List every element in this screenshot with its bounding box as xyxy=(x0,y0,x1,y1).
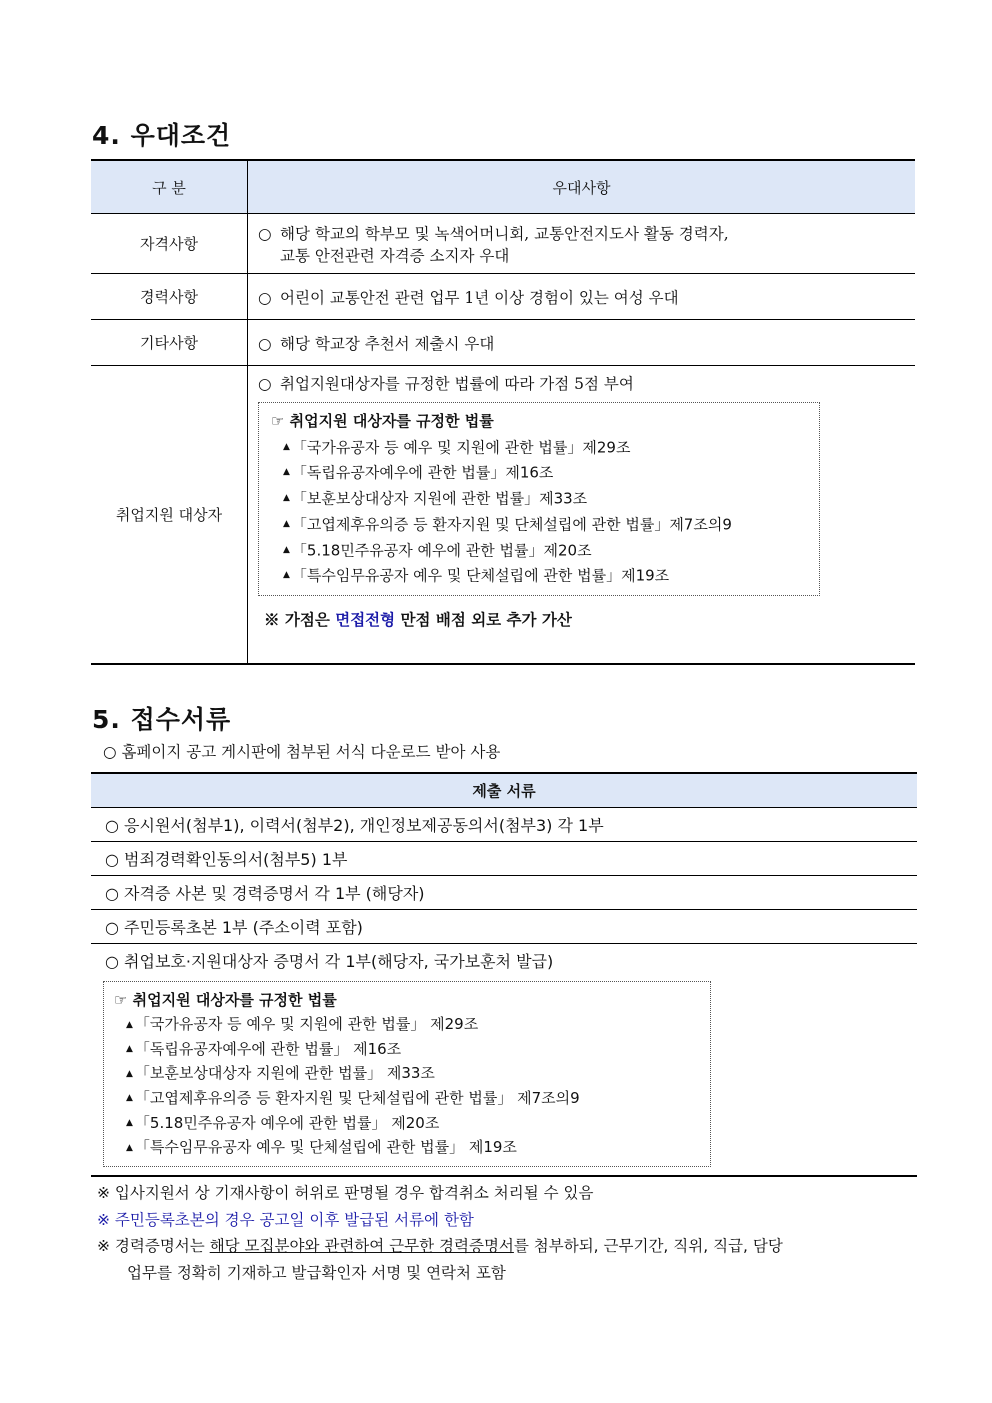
note-2: ※ 주민등록초본의 경우 공고일 이후 발급된 서류에 한함 xyxy=(97,1210,474,1229)
category-qualification: 자격사항 xyxy=(91,214,248,274)
bullet: ○ xyxy=(258,224,272,243)
triangle-icon: ▲ xyxy=(126,1019,133,1030)
bonus-note: ※ 가점은 면접전형 만점 배점 외로 추가 가산 xyxy=(264,610,572,629)
doc-item: ○ 주민등록초본 1부 (주소이력 포함) xyxy=(91,910,917,944)
law-item: ▲ 「5.18민주유공자 예우에 관한 법률」 제20조 xyxy=(126,1113,440,1132)
bullet: ○ xyxy=(258,375,272,393)
law-item: ▲ 「보훈보상대상자 지원에 관한 법률」 제33조 xyxy=(126,1064,435,1083)
note-3-underline: 해당 모집분야와 관련하여 근무한 경력증명서 xyxy=(209,1237,514,1255)
law-box-title: ☞ 취업지원 대상자를 규정한 법률 xyxy=(271,412,494,430)
category-employment: 취업지원 대상자 xyxy=(91,366,248,665)
triangle-icon: ▲ xyxy=(126,1044,133,1055)
law-item: ▲ 「독립유공자예우에 관한 법률」제16조 xyxy=(283,463,554,482)
docs-header-row xyxy=(91,773,917,808)
note-3: ※ 경력증명서는 해당 모집분야와 관련하여 근무한 경력증명서를 첨부하되, 근무기간, 직위, 직급, 담당 xyxy=(97,1237,783,1255)
triangle-icon: ▲ xyxy=(126,1117,133,1128)
law-item: ▲ 「국가유공자 등 예우 및 지원에 관한 법률」 제29조 xyxy=(126,1015,479,1034)
notes xyxy=(97,1180,917,1286)
triangle-icon: ▲ xyxy=(283,570,290,581)
triangle-icon: ▲ xyxy=(283,493,290,503)
section5-title: 5. 접수서류 xyxy=(92,705,232,734)
table-row xyxy=(91,977,917,1176)
law-box-cell xyxy=(91,977,917,1176)
other-text: 해당 학교장 추천서 제출시 우대 xyxy=(280,334,495,353)
table-row xyxy=(91,808,917,842)
table-row xyxy=(91,944,917,978)
table-row xyxy=(91,842,917,876)
law-item: ▲ 「특수임무유공자 예우 및 단체설립에 관한 법률」 제19조 xyxy=(126,1138,517,1157)
law-item: ▲ 「고엽제후유의증 등 환자지원 및 단체설립에 관한 법률」제7조의9 xyxy=(283,515,732,533)
note-highlight: 면접전형 xyxy=(335,610,396,629)
employment-text: 취업지원대상자를 규정한 법률에 따라 가점 5점 부여 xyxy=(280,375,634,393)
header-details: 우대사항 xyxy=(248,160,916,214)
details-qualification xyxy=(248,214,916,274)
law-box-title: ☞ 취업지원 대상자를 규정한 법률 xyxy=(114,991,337,1009)
triangle-icon: ▲ xyxy=(126,1068,133,1079)
row-experience xyxy=(91,274,915,320)
note-3-continued: 업무를 정확히 기재하고 발급확인자 서명 및 연락처 포함 xyxy=(127,1263,506,1282)
documents-table xyxy=(91,772,917,1177)
triangle-icon: ▲ xyxy=(283,467,290,478)
row-qualification xyxy=(91,214,915,274)
triangle-icon: ▲ xyxy=(283,518,290,529)
doc-item: ○ 자격증 사본 및 경력증명서 각 1부 (해당자) xyxy=(91,876,917,910)
preference-table xyxy=(91,159,915,665)
details-other xyxy=(248,320,916,366)
section5-intro: ○ 홈페이지 공고 게시판에 첨부된 서식 다운로드 받아 사용 xyxy=(103,743,501,761)
details-experience xyxy=(248,274,916,320)
note-1: ※ 입사지원서 상 기재사항이 허위로 판명될 경우 합격취소 처리될 수 있음 xyxy=(97,1184,594,1202)
qualification-line2: 교통 안전관련 자격증 소지자 우대 xyxy=(280,246,510,265)
bullet: ○ xyxy=(258,288,272,307)
table-row xyxy=(91,910,917,944)
table-header-row xyxy=(91,160,915,214)
details-employment xyxy=(248,366,916,665)
docs-header: 제출 서류 xyxy=(91,773,917,808)
law-item: ▲ 「고엽제후유의증 등 환자지원 및 단체설립에 관한 법률」 제7조의9 xyxy=(126,1088,580,1107)
law-item: ▲ 「특수임무유공자 예우 및 단체설립에 관한 법률」제19조 xyxy=(283,566,670,585)
category-experience: 경력사항 xyxy=(91,274,248,320)
doc-item: ○ 범죄경력확인동의서(첨부5) 1부 xyxy=(91,842,917,876)
doc-item: ○ 응시원서(첨부1), 이력서(첨부2), 개인정보제공동의서(첨부3) 각 1부 xyxy=(91,808,917,842)
table-row xyxy=(91,876,917,910)
law-item: ▲ 「독립유공자예우에 관한 법률」 제16조 xyxy=(126,1039,402,1058)
doc-item: ○ 취업보호·지원대상자 증명서 각 1부(해당자, 국가보훈처 발급) xyxy=(105,952,554,971)
category-other: 기타사항 xyxy=(91,320,248,366)
triangle-icon: ▲ xyxy=(283,441,290,452)
experience-text: 어린이 교통안전 관련 업무 1년 이상 경험이 있는 여성 우대 xyxy=(280,288,679,307)
header-category: 구 분 xyxy=(91,160,248,214)
law-box xyxy=(258,402,820,596)
qualification-line1: 해당 학교의 학부모 및 녹색어머니회, 교통안전지도사 활동 경력자, xyxy=(280,224,729,243)
triangle-icon: ▲ xyxy=(126,1093,133,1104)
row-employment xyxy=(91,366,915,665)
bullet: ○ xyxy=(258,334,272,353)
law-item: ▲ 「보훈보상대상자 지원에 관한 법률」제33조 xyxy=(283,489,588,508)
law-item: ▲ 「5.18민주유공자 예우에 관한 법률」제20조 xyxy=(283,540,592,559)
triangle-icon: ▲ xyxy=(126,1142,133,1153)
law-item: ▲ 「국가유공자 등 예우 및 지원에 관한 법률」제29조 xyxy=(283,437,631,456)
triangle-icon: ▲ xyxy=(283,544,290,555)
row-other xyxy=(91,320,915,366)
section4-title: 4. 우대조건 xyxy=(92,121,232,150)
law-box xyxy=(103,981,711,1167)
